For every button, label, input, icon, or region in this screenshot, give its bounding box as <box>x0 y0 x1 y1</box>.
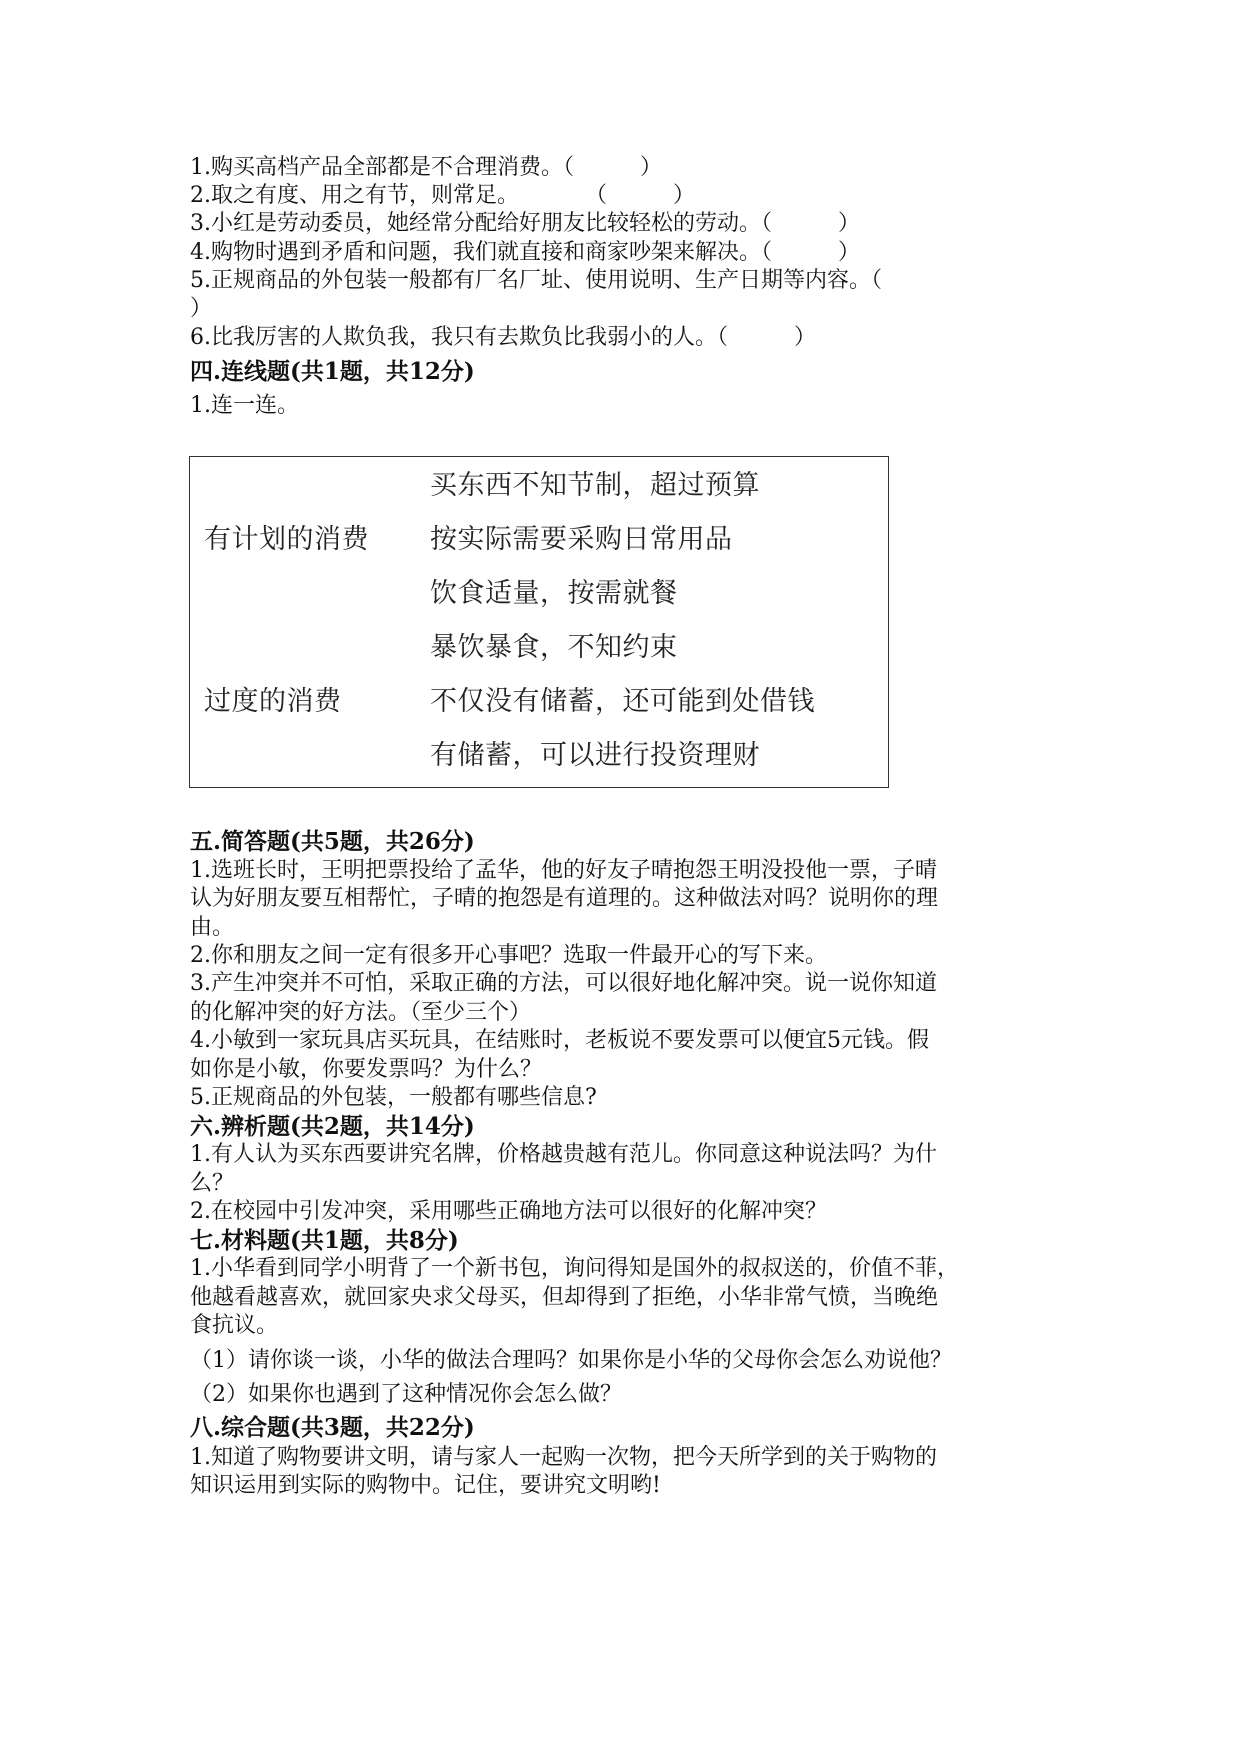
section6-heading: 六.辨析题(共2题，共14分) <box>190 1113 475 1140</box>
judge-item-3: 3.小红是劳动委员，她经常分配给好朋友比较轻松的劳动。（ ） <box>190 211 860 236</box>
section7-line: 1.小华看到同学小明背了一个新书包，询问得知是国外的叔叔送的，价值不菲， <box>190 1256 959 1281</box>
section5-line: 的化解冲突的好方法。（至少三个） <box>190 1000 532 1025</box>
judge-item-1: 1.购买高档产品全部都是不合理消费。（ ） <box>190 155 662 180</box>
match-left-item-1: 有计划的消费 <box>204 524 369 555</box>
section4-question: 1.连一连。 <box>190 393 299 418</box>
judge-item-2: 2.取之有度、用之有节，则常足。 （ ） <box>190 183 695 208</box>
section5-line: 2.你和朋友之间一定有很多开心事吧？选取一件最开心的写下来。 <box>190 943 827 968</box>
judge-item-5-cont: ） <box>190 296 213 321</box>
section5-line: 4.小敏到一家玩具店买玩具，在结账时，老板说不要发票可以便宜5元钱。假 <box>190 1028 929 1053</box>
section6-line: 1.有人认为买东西要讲究名牌，价格越贵越有范儿。你同意这种说法吗？为什 <box>190 1142 937 1167</box>
judge-item-4: 4.购物时遇到矛盾和问题，我们就直接和商家吵架来解决。（ ） <box>190 240 860 265</box>
match-left-item-2: 过度的消费 <box>204 686 342 717</box>
section5-line: 认为好朋友要互相帮忙，子晴的抱怨是有道理的。这种做法对吗？说明你的理 <box>190 886 939 911</box>
section4-heading: 四.连线题(共1题，共12分) <box>190 358 475 385</box>
section7-line: 他越看越喜欢，就回家央求父母买，但却得到了拒绝，小华非常气愤，当晚绝 <box>190 1285 939 1310</box>
matching-box <box>189 456 889 788</box>
section8-line: 1.知道了购物要讲文明，请与家人一起购一次物，把今天所学到的关于购物的 <box>190 1445 937 1470</box>
section5-line: 1.选班长时，王明把票投给了孟华，他的好友子晴抱怨王明没投他一票，子晴 <box>190 858 937 883</box>
match-right-item-4: 暴饮暴食，不知约束 <box>430 632 678 663</box>
section7-heading: 七.材料题(共1题，共8分) <box>190 1227 459 1254</box>
section5-line: 3.产生冲突并不可怕，采取正确的方法，可以很好地化解冲突。说一说你知道 <box>190 971 937 996</box>
match-right-item-5: 不仅没有储蓄，还可能到处借钱 <box>430 686 815 717</box>
judge-item-6: 6.比我厉害的人欺负我，我只有去欺负比我弱小的人。（ ） <box>190 325 816 350</box>
section5-line: 由。 <box>190 915 235 940</box>
section7-line: 食抗议。 <box>190 1313 279 1338</box>
section8-line: 知识运用到实际的购物中。记住，要讲究文明哟! <box>190 1473 661 1498</box>
section7-line: （1）请你谈一谈，小华的做法合理吗？如果你是小华的父母你会怎么劝说他？ <box>190 1348 952 1373</box>
match-right-item-6: 有储蓄，可以进行投资理财 <box>430 740 760 771</box>
judge-item-5: 5.正规商品的外包装一般都有厂名厂址、使用说明、生产日期等内容。（ <box>190 268 882 293</box>
match-right-item-2: 按实际需要采购日常用品 <box>430 524 733 555</box>
section8-heading: 八.综合题(共3题，共22分) <box>190 1414 475 1441</box>
section5-line: 如你是小敏，你要发票吗？为什么？ <box>190 1057 543 1082</box>
section6-line: 么？ <box>190 1171 235 1196</box>
section7-line: （2）如果你也遇到了这种情况你会怎么做？ <box>190 1382 622 1407</box>
section6-line: 2.在校园中引发冲突，采用哪些正确地方法可以很好的化解冲突？ <box>190 1199 827 1224</box>
match-right-item-3: 饮食适量，按需就餐 <box>430 578 678 609</box>
match-right-item-1: 买东西不知节制，超过预算 <box>430 470 760 501</box>
section5-heading: 五.简答题(共5题，共26分) <box>190 828 475 855</box>
section5-line: 5.正规商品的外包装，一般都有哪些信息? <box>190 1085 597 1110</box>
